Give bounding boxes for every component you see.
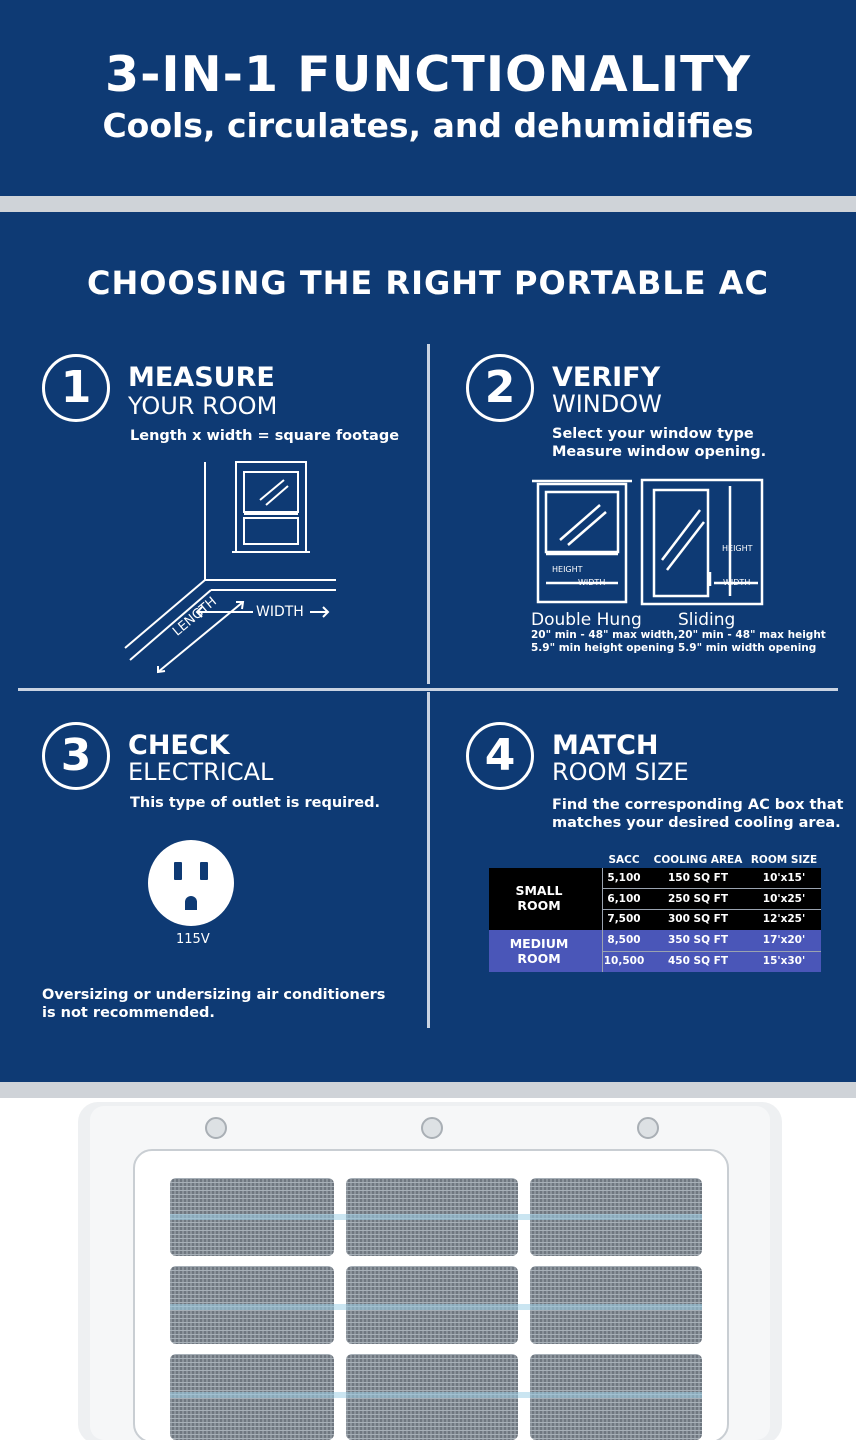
step-description: This type of outlet is required. [130,795,381,811]
window-type-name: Sliding [678,610,736,630]
width-label: WIDTH [723,578,751,587]
window-spec-line: 5.9" min height opening [531,642,675,654]
row-divider [602,888,821,889]
length-label: LENGTH [170,594,220,640]
step-subtitle: WINDOW [552,390,662,418]
step-description: Length x width = square footage [130,428,400,444]
width-label: WIDTH [578,578,606,587]
step-title: VERIFY [552,362,661,393]
step-subtitle: YOUR ROOM [128,392,278,420]
step-description-line: Measure window opening. [552,444,767,460]
voltage-label: 115V [176,932,210,947]
step-description-line: Find the corresponding AC box that [552,797,844,813]
step-number: 1 [42,354,110,422]
note-line: is not recommended. [42,1005,215,1021]
step-subtitle: ROOM SIZE [552,758,689,786]
height-label: HEIGHT [552,565,583,574]
table-header: SACC [608,854,640,866]
step-number: 3 [42,722,110,790]
air-filter-grille-icon [0,1098,856,1440]
window-spec-line: 5.9" min width opening [678,642,817,654]
step-subtitle: ELECTRICAL [128,758,274,786]
step-title: MATCH [552,730,659,761]
table-header: COOLING AREA [653,854,743,866]
step-number: 4 [466,722,534,790]
window-type-name: Double Hung [531,610,642,630]
step-description-line: matches your desired cooling area. [552,815,841,831]
window-spec-line: 20" min - 48" max width, [531,629,678,641]
step-description-line: Select your window type [552,426,754,442]
separator-strip [0,1082,856,1098]
guide-title: CHOOSING THE RIGHT PORTABLE AC [87,264,769,302]
table-header: ROOM SIZE [750,854,818,866]
step-title: MEASURE [128,362,275,393]
product-photo [0,1098,856,1440]
group-label: SMALL ROOM [515,883,563,913]
page-title: 3-IN-1 FUNCTIONALITY [105,46,751,103]
step-title: CHECK [128,730,230,761]
page-subtitle: Cools, circulates, and dehumidifies [102,106,754,145]
step-number: 2 [466,354,534,422]
window-spec-line: 20" min - 48" max height [678,629,826,641]
width-label: WIDTH [256,604,304,620]
group-label: MEDIUM ROOM [509,936,569,966]
height-label: HEIGHT [722,544,753,553]
note-line: Oversizing or undersizing air conditioners [42,987,386,1003]
